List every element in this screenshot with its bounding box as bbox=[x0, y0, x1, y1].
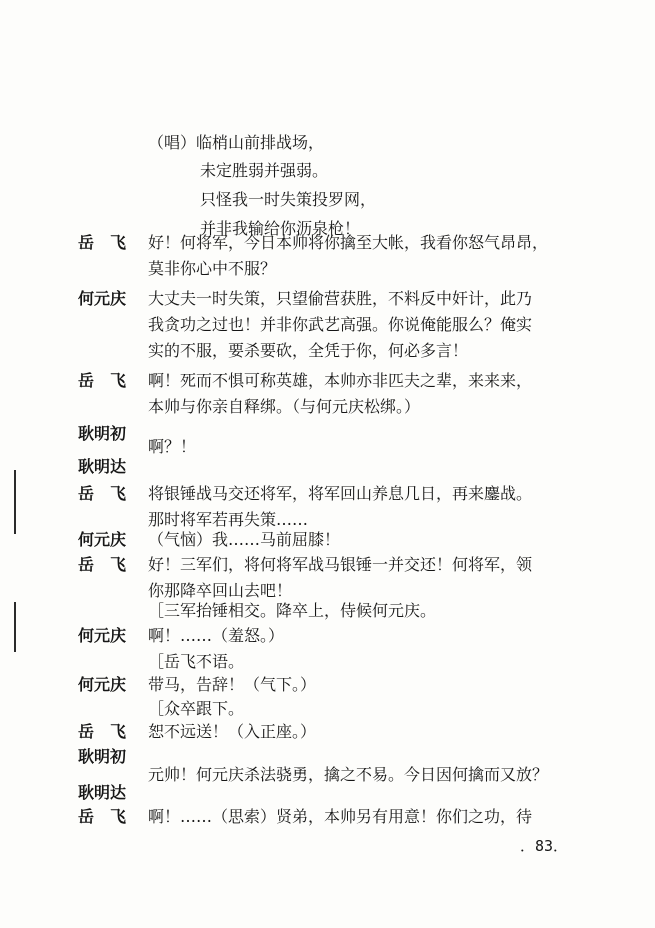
dialogue-line: 带马，告辞！（气下。） bbox=[148, 675, 317, 694]
speaker-name: 耿明达 bbox=[78, 457, 127, 476]
speaker-name: 耿明初 bbox=[78, 747, 127, 766]
scan-margin-mark bbox=[14, 602, 16, 652]
speaker-name: 岳 飞 bbox=[78, 484, 127, 503]
page-number: ．83． bbox=[520, 837, 569, 855]
scan-margin-mark bbox=[14, 470, 16, 534]
song-line: （唱）临梢山前排战场， bbox=[148, 133, 325, 152]
dialogue-line: 恕不远送！（入正座。） bbox=[148, 722, 317, 741]
dialogue-line: 元帅！何元庆杀法骁勇，擒之不易。今日因何擒而又放？ bbox=[148, 765, 549, 784]
speaker-name: 岳 飞 bbox=[78, 233, 127, 252]
dialogue-line: 本帅与你亲自释绑。（与何元庆松绑。） bbox=[148, 397, 421, 416]
dialogue-line: 好！何将军，今日本帅将你擒至大帐，我看你怒气昂昂， bbox=[148, 233, 549, 252]
dialogue-line: 实的不服，要杀要砍，全凭于你，何必多言！ bbox=[148, 341, 469, 360]
dialogue-line: 那时将军若再失策…… bbox=[148, 510, 309, 529]
song-line: 并非我输给你沥泉枪！ bbox=[200, 219, 361, 238]
dialogue-line: 莫非你心中不服？ bbox=[148, 259, 277, 278]
stage-direction: ［众卒跟下。 bbox=[148, 699, 245, 718]
dialogue-line: 啊！……（羞怒。） bbox=[148, 626, 285, 645]
dialogue-line: 啊？！ bbox=[148, 437, 197, 456]
dialogue-line: 啊！死而不惧可称英雄，本帅亦非匹夫之辈，来来来， bbox=[148, 371, 533, 390]
speaker-name: 何元庆 bbox=[78, 530, 127, 549]
speaker-name: 耿明达 bbox=[78, 783, 127, 802]
speaker-name: 何元庆 bbox=[78, 675, 127, 694]
stage-direction: ［岳飞不语。 bbox=[148, 652, 245, 671]
dialogue-line: 啊！……（思索）贤弟，本帅另有用意！你们之功，待 bbox=[148, 807, 533, 826]
dialogue-line: 将银锤战马交还将军，将军回山养息几日，再来鏖战。 bbox=[148, 484, 533, 503]
dialogue-line: 大丈夫一时失策，只望偷营获胜，不料反中奸计，此乃 bbox=[148, 289, 533, 308]
speaker-name: 耿明初 bbox=[78, 424, 127, 443]
stage-direction: ［三军抬锤相交。降卒上，侍候何元庆。 bbox=[148, 601, 437, 620]
speaker-name: 何元庆 bbox=[78, 626, 127, 645]
dialogue-line: （气恼）我……马前屈膝！ bbox=[148, 530, 341, 549]
speaker-name: 何元庆 bbox=[78, 289, 127, 308]
speaker-name: 岳 飞 bbox=[78, 555, 127, 574]
speaker-name: 岳 飞 bbox=[78, 807, 127, 826]
speaker-name: 岳 飞 bbox=[78, 722, 127, 741]
dialogue-line: 你那降卒回山去吧！ bbox=[148, 581, 293, 600]
dialogue-line: 我贪功之过也！并非你武艺高强。你说俺能服么？俺实 bbox=[148, 315, 533, 334]
song-line: 未定胜弱并强弱。 bbox=[200, 161, 329, 180]
song-line: 只怪我一时失策投罗网， bbox=[200, 190, 377, 209]
speaker-name: 岳 飞 bbox=[78, 371, 127, 390]
dialogue-line: 好！三军们，将何将军战马银锤一并交还！何将军，领 bbox=[148, 555, 533, 574]
